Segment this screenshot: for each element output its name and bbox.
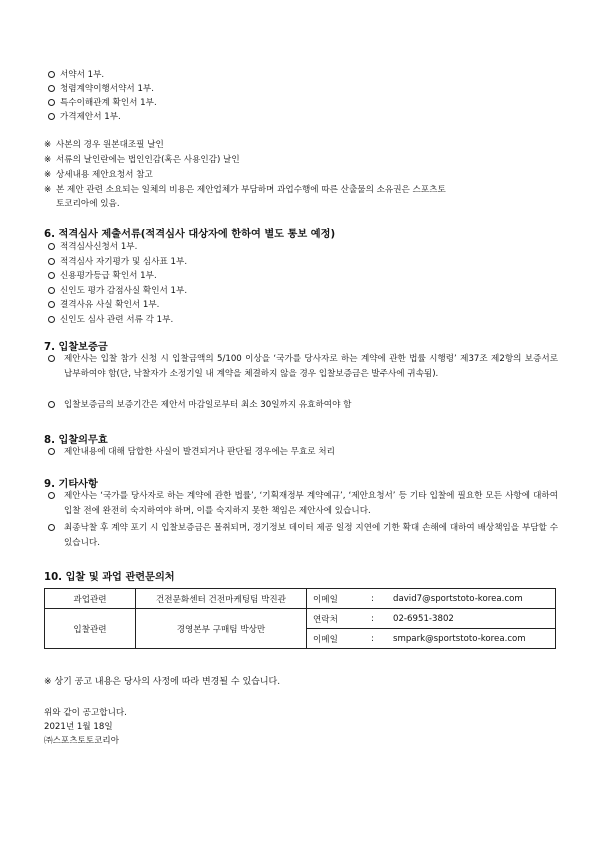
note-text: 상세내용 제안요청서 참고: [56, 170, 153, 180]
note-line: [44, 155, 240, 166]
list-item: [48, 98, 157, 109]
circle-bullet-icon: [48, 287, 55, 294]
label-cell: 연락처: [307, 609, 372, 629]
paragraph-text: 제안내용에 대해 담합한 사실이 발견되거나 판단될 경우에는 무효로 처리: [64, 447, 335, 457]
circle-bullet-icon: [48, 243, 55, 250]
list-item: [48, 300, 159, 311]
note-mark: ※: [44, 140, 52, 150]
contact-table: [44, 588, 556, 649]
circle-bullet-icon: [48, 71, 55, 78]
paragraph-text: 최종낙찰 후 계약 포기 시 입찰보증금은 몰취되며, 경기정보 데이터 제공 일정 지연에 기한 확대 손해에 대하여 배상책임을 부담할 수 있습니다.: [64, 523, 558, 548]
table-row: [45, 609, 556, 629]
note-line: [44, 199, 120, 210]
list-item-text: 적격심사 자기평가 및 심사표 1부.: [60, 257, 188, 267]
paragraph-text: 입찰보증금의 보증기간은 제안서 마감일로부터 최소 30일까지 유효하여야 함: [64, 400, 352, 410]
colon-cell: :: [371, 629, 393, 649]
list-item-text: 신용평가등급 확인서 1부.: [60, 271, 157, 281]
section-9-heading: 9. 기타사항: [44, 479, 98, 490]
category-cell: 과업관련: [45, 589, 136, 609]
paragraph-text: 제안사는 입찰 참가 신청 시 입찰금액의 5/100 이상을 ‘국가를 당사자로 하는 계약에 관한 법률 시행령’ 제37조 제2항의 보증서로 납부하여야 함(단, 낙찰자가 소정기일 내 계약을 체결하지 않을 경우 입찰보증금은 발주사에 귀속됨).: [64, 354, 558, 379]
circle-bullet-icon: [48, 448, 55, 455]
list-item: [48, 112, 121, 123]
colon-cell: :: [371, 589, 393, 609]
circle-bullet-icon: [48, 524, 55, 531]
colon-cell: :: [371, 609, 393, 629]
list-item: [48, 242, 137, 253]
circle-bullet-icon: [48, 258, 55, 265]
circle-bullet-icon: [48, 113, 55, 120]
label-cell: 이메일: [307, 589, 372, 609]
list-item: [48, 271, 157, 282]
list-item-text: 적격심사신청서 1부.: [60, 242, 138, 252]
contact-person-cell: 경영본부 구매팀 박상만: [136, 609, 307, 649]
list-item-text: 신인도 평가 감점사실 확인서 1부.: [60, 286, 188, 296]
note-mark: ※: [44, 170, 52, 180]
email-value: david7@sportstoto-korea.com: [393, 589, 556, 609]
note-text: 토코리아에 있음.: [56, 199, 120, 209]
contact-person-cell: 건전문화센터 건전마케팅팀 박진관: [136, 589, 307, 609]
list-item: [48, 315, 173, 326]
paragraph: [48, 521, 558, 550]
paragraph: [48, 445, 558, 460]
company-name: ㈜스포츠토토코리아: [44, 736, 120, 746]
circle-bullet-icon: [48, 355, 55, 362]
note-line: [44, 170, 153, 181]
note-text: 본 제안 관련 소요되는 일체의 비용은 제안업체가 부담하며 과업수행에 따른 산출물의 소유권은 스포츠토: [56, 185, 446, 195]
list-item-text: 가격제안서 1부.: [60, 112, 121, 122]
paragraph: [48, 398, 558, 413]
circle-bullet-icon: [48, 85, 55, 92]
list-item: [48, 70, 104, 81]
list-item: [48, 257, 187, 268]
circle-bullet-icon: [48, 272, 55, 279]
list-item-text: 청렴계약이행서약서 1부.: [60, 84, 154, 94]
note-text: 사본의 경우 원본대조필 날인: [56, 140, 164, 150]
note-line: [44, 140, 164, 151]
note-text: 서류의 날인란에는 법인인감(혹은 사용인감) 날인: [56, 155, 240, 165]
note-mark: ※: [44, 155, 52, 165]
circle-bullet-icon: [48, 316, 55, 323]
list-item-text: 신인도 심사 관련 서류 각 1부.: [60, 315, 174, 325]
circle-bullet-icon: [48, 99, 55, 106]
circle-bullet-icon: [48, 492, 55, 499]
circle-bullet-icon: [48, 401, 55, 408]
paragraph: [48, 352, 558, 381]
list-item: [48, 286, 187, 297]
category-cell: 입찰관련: [45, 609, 136, 649]
circle-bullet-icon: [48, 301, 55, 308]
list-item-text: 결격사유 사실 확인서 1부.: [60, 300, 160, 310]
announcement-line: 위와 같이 공고합니다.: [44, 708, 127, 718]
list-item-text: 서약서 1부.: [60, 70, 105, 80]
list-item: [48, 84, 154, 95]
note-mark: ※: [44, 185, 52, 195]
paragraph: [48, 489, 558, 518]
phone-value: 02-6951-3802: [393, 609, 556, 629]
note-line: [44, 185, 446, 196]
section-8-heading: 8. 입찰의무효: [44, 435, 108, 446]
label-cell: 이메일: [307, 629, 372, 649]
section-10-heading: 10. 입찰 및 과업 관련문의처: [44, 572, 175, 583]
email-value: smpark@sportstoto-korea.com: [393, 629, 556, 649]
table-row: [45, 589, 556, 609]
list-item-text: 특수이해관계 확인서 1부.: [60, 98, 157, 108]
section-6-heading: 6. 적격심사 제출서류(적격심사 대상자에 한하여 별도 통보 예정): [44, 229, 336, 240]
change-notice: ※ 상기 공고 내용은 당사의 사정에 따라 변경될 수 있습니다.: [44, 677, 281, 687]
section-7-heading: 7. 입찰보증금: [44, 342, 108, 353]
paragraph-text: 제안사는 ‘국가를 당사자로 하는 계약에 관한 법률’, ‘기획재정부 계약예규’, ‘제안요청서’ 등 기타 입찰에 필요한 모든 사항에 대하여 입찰 전에 완전히 숙지하여야 하며, 이를 숙지하지 못한 책임은 제안사에 있습니다.: [64, 491, 558, 516]
announcement-date: 2021년 1월 18일: [44, 722, 113, 732]
